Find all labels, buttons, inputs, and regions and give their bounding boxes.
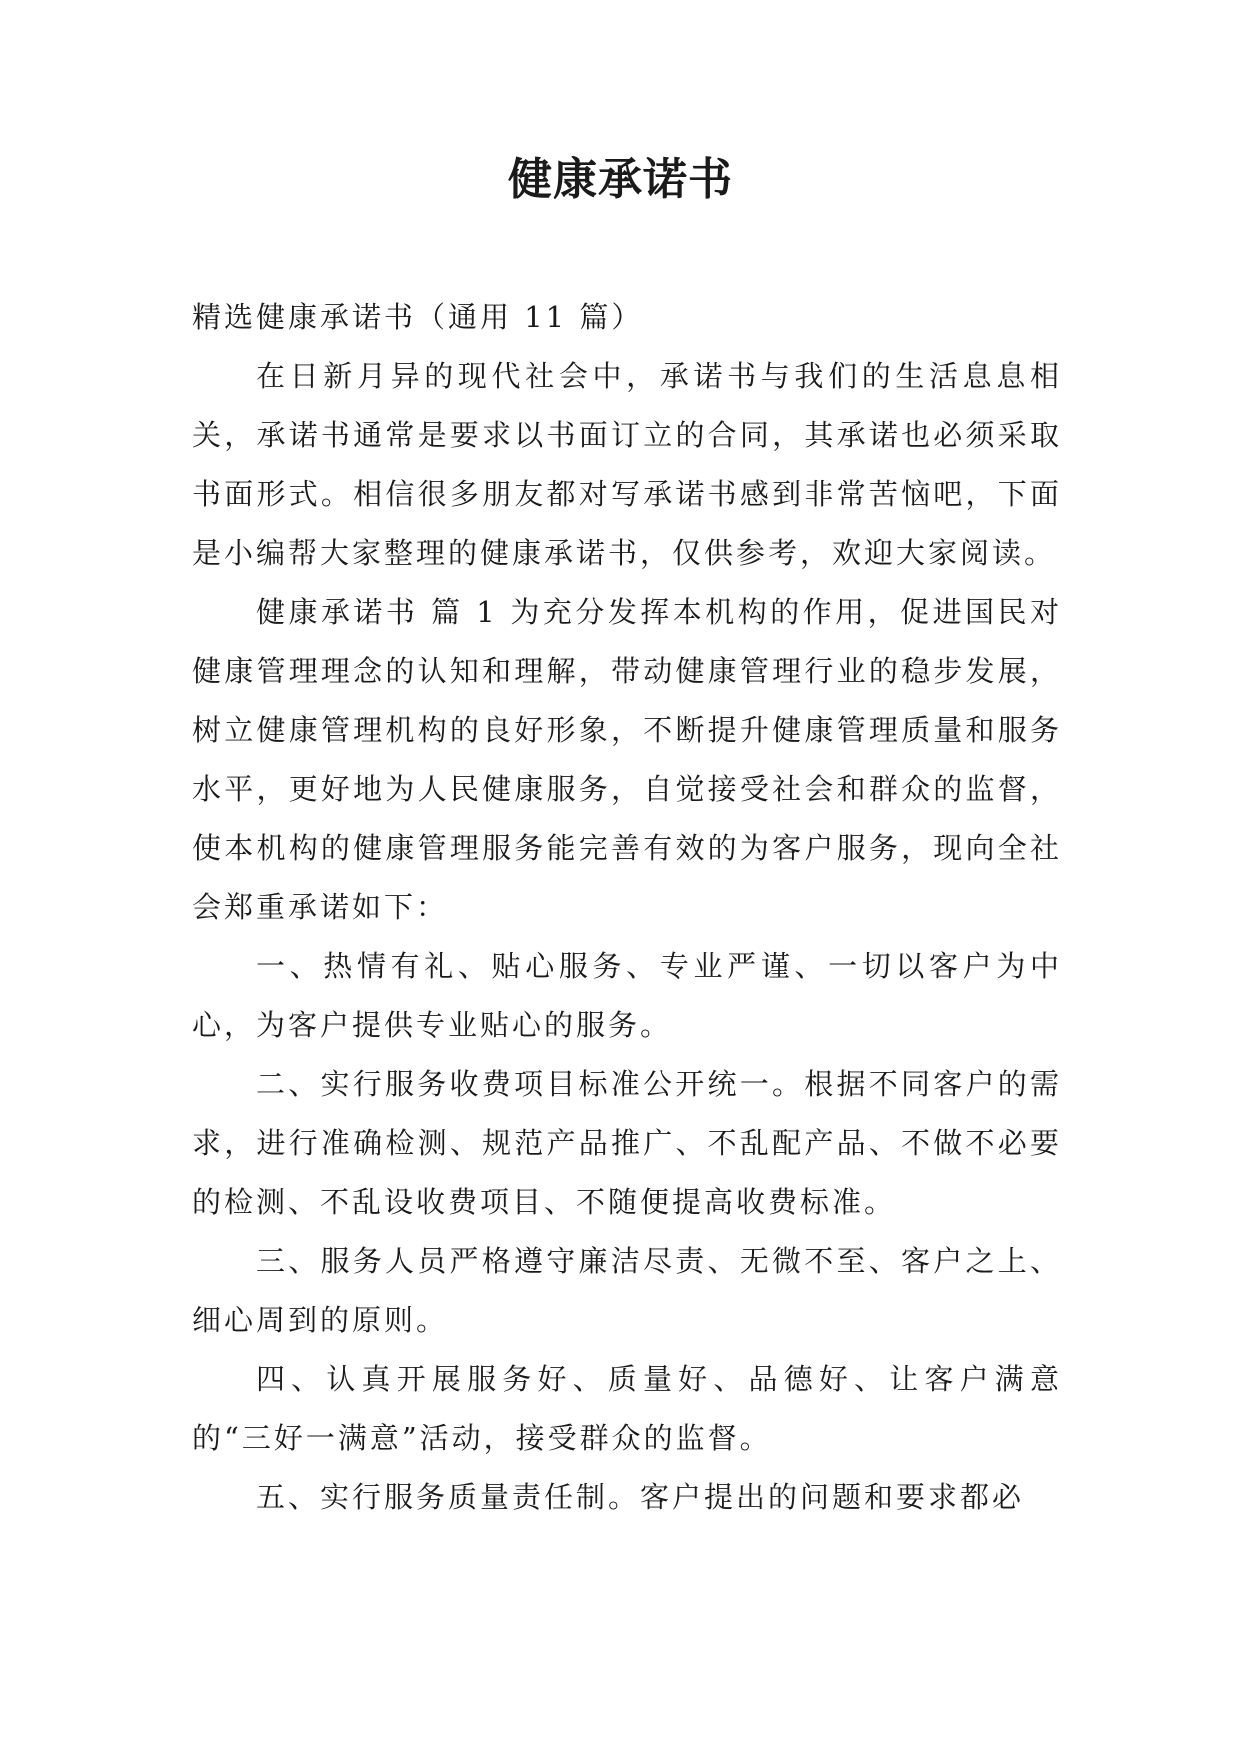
paragraph-item-3: 三、服务人员严格遵守廉洁尽责、无微不至、客户之上、细心周到的原则。 — [192, 1244, 1062, 1337]
paragraph-intro: 在日新月异的现代社会中，承诺书与我们的生活息息相关，承诺书通常是要求以书面订立的合同，其承诺也必须采取书面形式。相信很多朋友都对写承诺书感到非常苦恼吧，下面是小编帮大家整理的健康承诺书，仅供参考，欢迎大家阅读。 — [192, 359, 1062, 570]
paragraph-item-2: 二、实行服务收费项目标准公开统一。根据不同客户的需求，进行准确检测、规范产品推广、不乱配产品、不做不必要的检测、不乱设收费项目、不随便提高收费标准。 — [192, 1067, 1062, 1219]
document-body — [192, 288, 1062, 1527]
paragraph-subtitle: 精选健康承诺书（通用 11 篇） — [192, 300, 644, 334]
document-title: 健康承诺书 — [508, 154, 733, 205]
paragraph-item-4: 四、认真开展服务好、质量好、品德好、让客户满意的“三好一满意”活动，接受群众的监督。 — [192, 1362, 1062, 1455]
paragraph-item-1: 一、热情有礼、贴心服务、专业严谨、一切以客户为中心，为客户提供专业贴心的服务。 — [192, 949, 1062, 1042]
paragraph-item-5: 五、实行服务质量责任制。客户提出的问题和要求都必 — [256, 1480, 1025, 1514]
paragraph-article-1: 健康承诺书 篇 1 为充分发挥本机构的作用，促进国民对健康管理理念的认知和理解，带动健康管理行业的稳步发展，树立健康管理机构的良好形象，不断提升健康管理质量和服务水平，更好地为人民健康服务，自觉接受社会和群众的监督，使本机构的健康管理服务能完善有效的为客户服务，现向全社会郑重承诺如下： — [192, 595, 1062, 924]
